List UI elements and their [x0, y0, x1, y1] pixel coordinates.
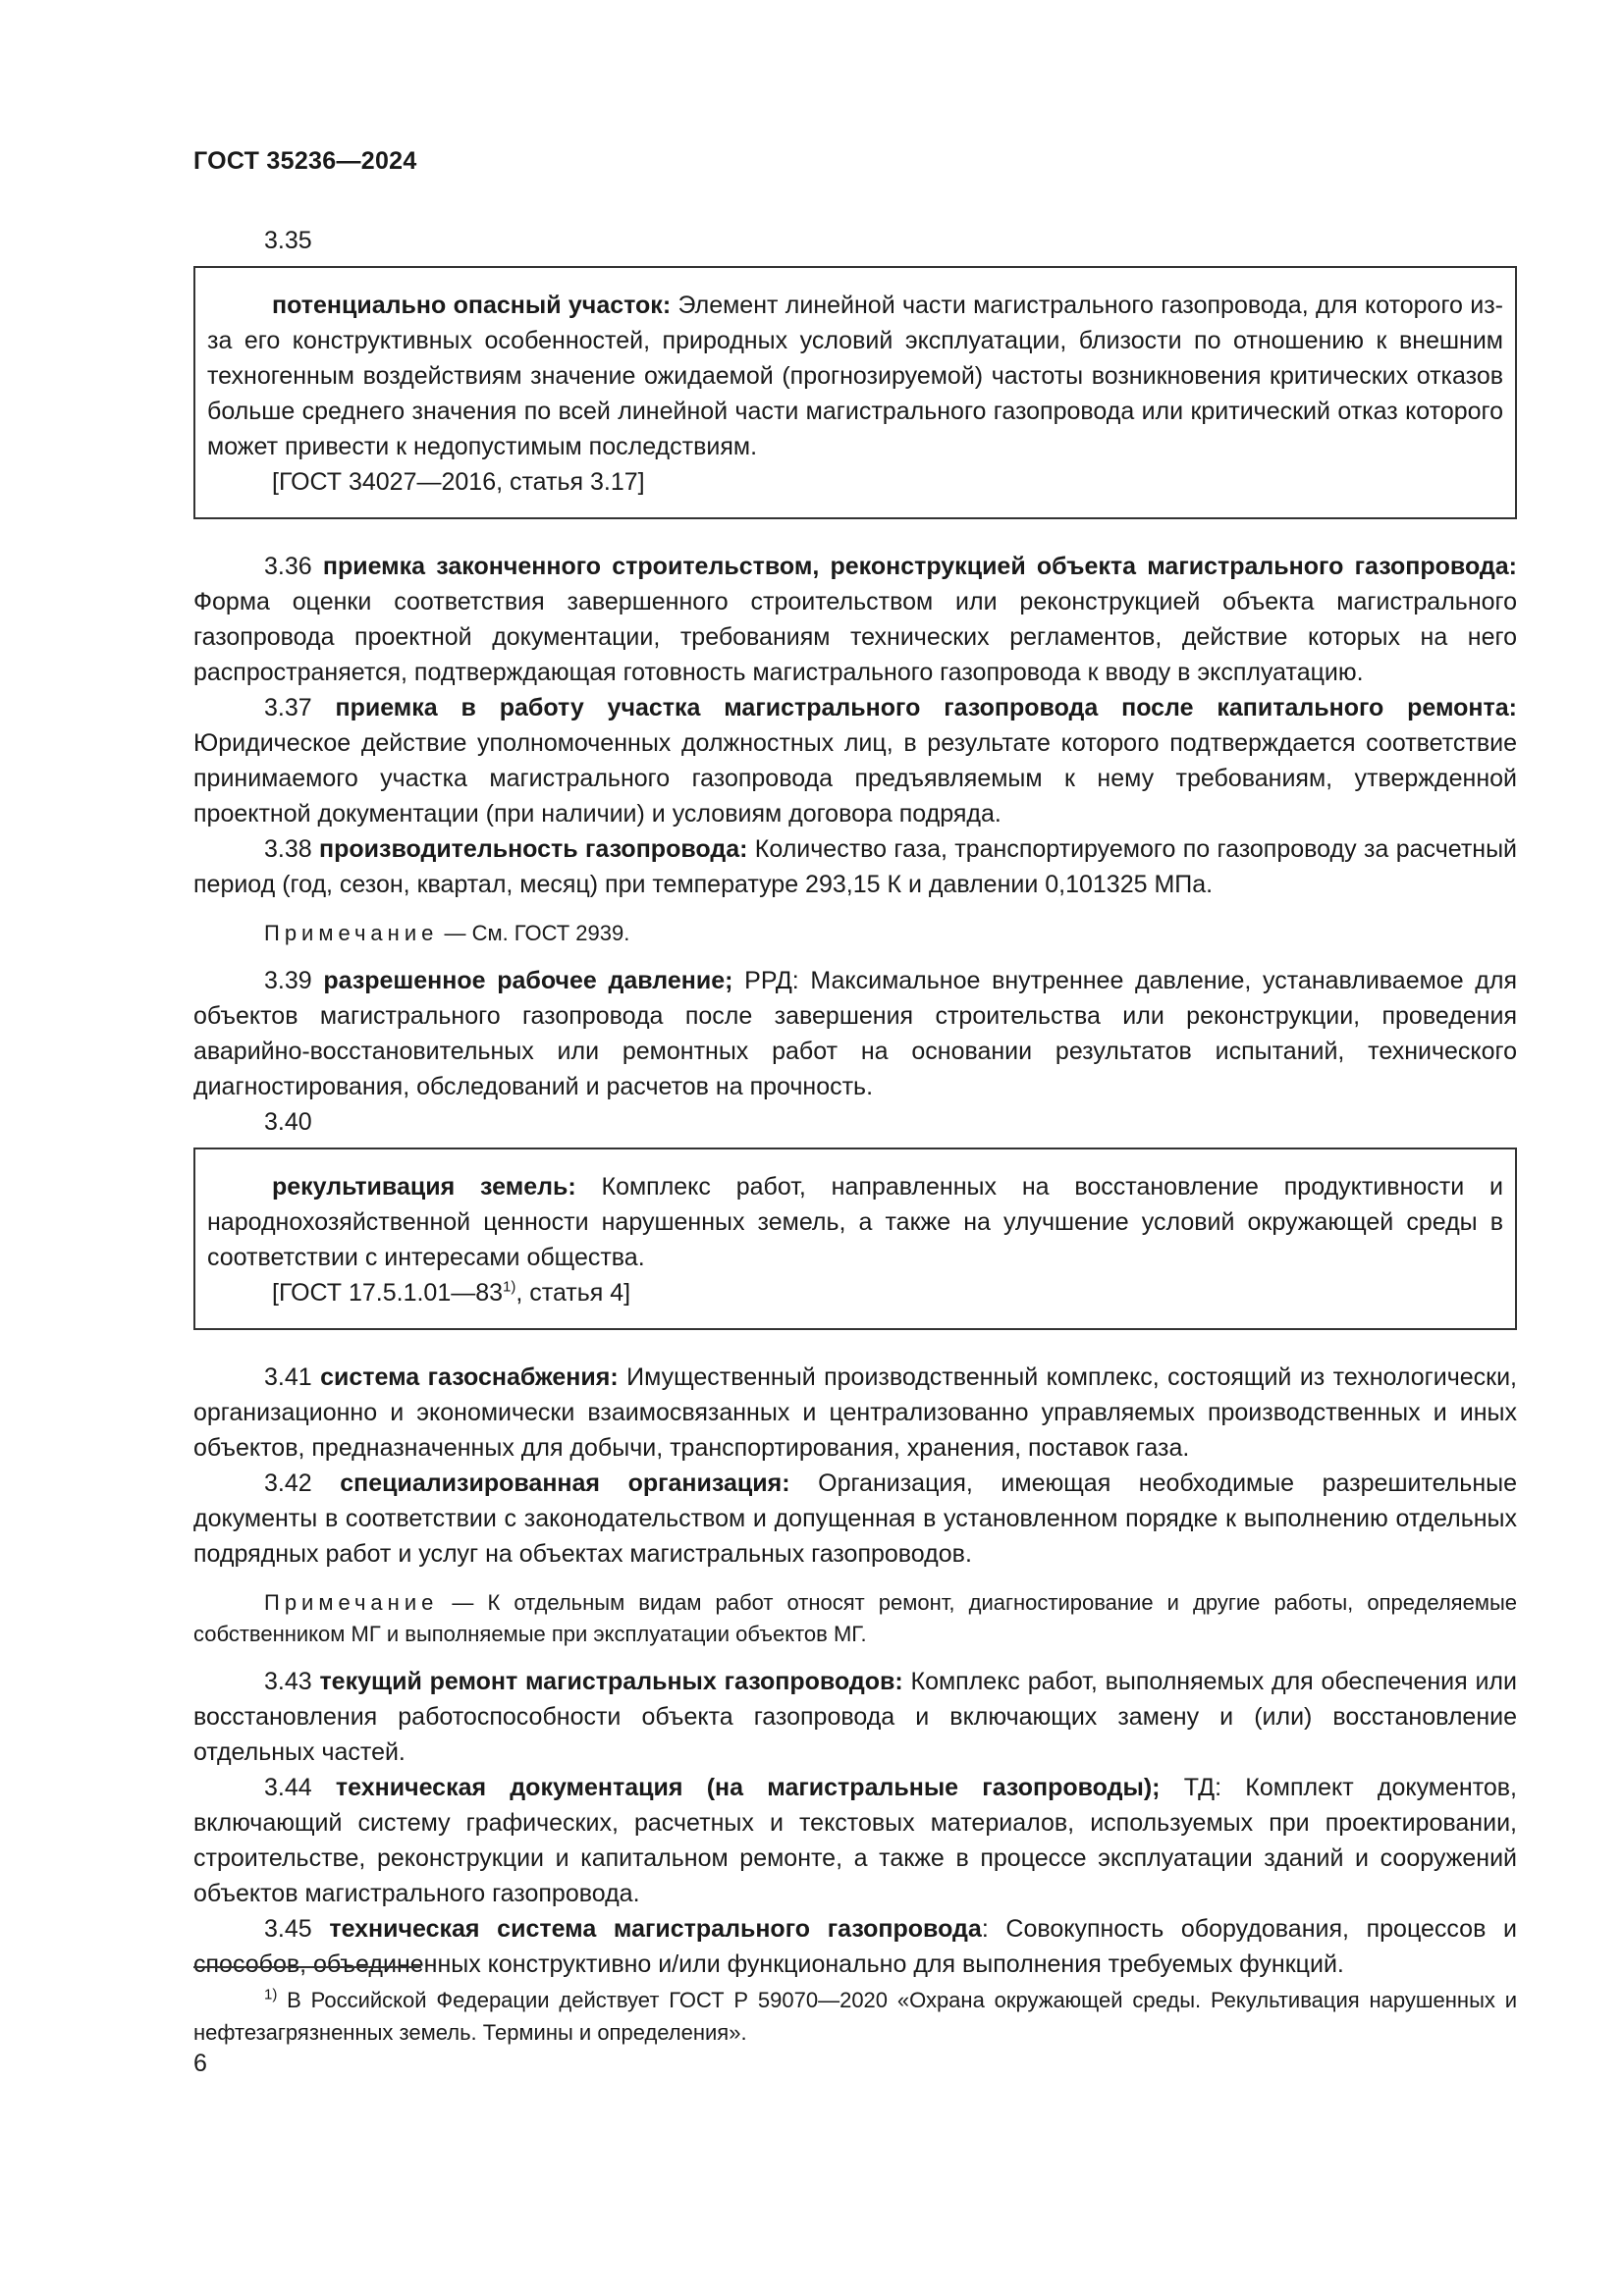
note — [193, 1587, 1517, 1650]
entry-number: 3.42 — [264, 1469, 341, 1497]
definition-text: Комплекс работ, направленных на восстановление продуктивности и народнохозяйственной ценности нарушенных земель, а также на улучшение условий окружающей среды в соответствии с интересами общества. — [207, 1173, 1503, 1271]
source-reference: [ГОСТ 17.5.1.01—83 — [272, 1279, 504, 1307]
term: специализированная организация: — [340, 1469, 790, 1497]
source-article: , статья 4] — [515, 1279, 631, 1307]
footnote-marker: 1) — [264, 1986, 278, 2003]
definition-3-40 — [207, 1169, 1503, 1275]
note — [193, 918, 1517, 949]
term: приемка в работу участка магистрального газопровода после капитального ремонта: — [335, 694, 1517, 721]
entry-number: 3.45 — [264, 1915, 330, 1943]
term: система газоснабжения: — [320, 1363, 619, 1391]
definition-3-36 — [193, 549, 1517, 690]
definition-text: Комплект документов, включающий систему графических, расчетных и текстовых материалов, используемых при проектировании, строительстве, реконструкции и капитальном ремонте, а также в процессе эксплуатации зданий и сооружений объектов магистрального газопровода. — [193, 1774, 1518, 1907]
definition-3-45 — [193, 1911, 1517, 1982]
term: приемка законченного строительством, реконструкцией объекта магистрального газопровода: — [322, 553, 1518, 580]
definition-3-41 — [193, 1360, 1517, 1466]
term: текущий ремонт магистральных газопроводов: — [319, 1668, 903, 1695]
footnote-text: В Российской Федерации действует ГОСТ Р 59070—2020 «Охрана окружающей среды. Рекультивация нарушенных и нефтезагрязненных земель. Термины и определения». — [193, 1988, 1517, 2045]
quoted-definition-box — [193, 266, 1517, 519]
definition-text: : Совокупность оборудования, процессов и способов, объединенных конструктивно и/или функционально для выполнения требуемых функций. — [193, 1915, 1517, 1978]
definition-3-38 — [193, 831, 1517, 902]
definition-text: Количество газа, транспортируемого по газопроводу за расчетный период (год, сезон, квартал, месяц) при температуре 293,15 К и давлении 0,101325 МПа. — [193, 835, 1518, 898]
footnote — [193, 1984, 1517, 2049]
definition-source — [207, 1275, 1503, 1310]
term: производительность газопровода: — [319, 835, 748, 863]
abbreviation: ТД: — [1160, 1774, 1222, 1801]
entry-number: 3.41 — [264, 1363, 321, 1391]
definition-text: Комплекс работ, выполняемых для обеспечения или восстановления работоспособности объекта газопровода и включающих замену и (или) восстановление отдельных частей. — [193, 1668, 1517, 1766]
definition-3-43 — [193, 1664, 1517, 1770]
entry-number: 3.35 — [264, 227, 312, 254]
note-label: Примечание — [264, 1590, 439, 1615]
definition-text: Элемент линейной части магистрального газопровода, для которого из-за его конструктивных особенностей, природных условий эксплуатации, близости по отношению к внешним техногенным воздействиям значение ожидаемой (прогнозируемой) частоты возникновения критических отказов больше среднего значения по всей линейной части магистрального газопровода или критический отказ которого может привести к недопустимым последствиям. — [207, 292, 1503, 460]
term: техническая система магистрального газопровода — [329, 1915, 982, 1943]
page-number: 6 — [193, 2050, 207, 2077]
definition-text: Имущественный производственный комплекс, состоящий из технологически, организационно и экономически взаимосвязанных и централизованно управляемых производственных и иных объектов, предназначенных для добычи, транспортирования, хранения, поставок газа. — [193, 1363, 1518, 1462]
definition-3-35 — [207, 288, 1503, 464]
definition-text: Форма оценки соответствия завершенного строительством или реконструкцией объекта магистрального газопровода проектной документации, требованиям технических регламентов, действие которых на него распространяется, подтверждающая готовность магистрального газопровода к вводу в эксплуатацию. — [193, 588, 1517, 686]
footnote-reference[interactable]: 1) — [503, 1278, 516, 1296]
page-header: ГОСТ 35236—2024 — [193, 147, 417, 175]
definition-text: Организация, имеющая необходимые разрешительные документы в соответствии с законодательством и допущенная в установленном порядке к выполнению отдельных подрядных работ и услуг на объектах магистральных газопроводов. — [193, 1469, 1518, 1568]
definition-text: Максимальное внутреннее давление, устанавливаемое для объектов магистрального газопровода после завершения строительства или реконструкции, проведения аварийно-восстановительных или ремонтных работ на основании результатов испытаний, технического диагностирования, обследований и расчетов на прочность. — [193, 967, 1518, 1100]
note-text: — См. ГОСТ 2939. — [438, 921, 630, 945]
term: техническая документация (на магистральные газопроводы); — [335, 1774, 1161, 1801]
entry-number: 3.38 — [264, 835, 320, 863]
quoted-definition-box — [193, 1148, 1517, 1330]
entry-number: 3.36 — [264, 553, 323, 580]
term: разрешенное рабочее давление; — [323, 967, 733, 994]
term: рекультивация земель: — [272, 1173, 576, 1201]
definition-3-37 — [193, 690, 1517, 831]
entry-number: 3.40 — [264, 1108, 312, 1136]
entry-number: 3.43 — [264, 1668, 320, 1695]
definition-3-39 — [193, 963, 1517, 1104]
note-label: Примечание — [264, 921, 439, 945]
definition-3-44 — [193, 1770, 1517, 1911]
entry-number: 3.37 — [264, 694, 336, 721]
document-body — [193, 223, 1517, 1982]
term: потенциально опасный участок: — [272, 292, 672, 319]
note-text: — К отдельным видам работ относят ремонт, диагностирование и другие работы, определяемые собственником МГ и выполняемые при эксплуатации объектов МГ. — [193, 1590, 1517, 1646]
abbreviation: РРД: — [732, 967, 799, 994]
definition-text: Юридическое действие уполномоченных должностных лиц, в результате которого подтверждается соответствие принимаемого участка магистрального газопровода предъявляемым к нему требованиям, утвержденной проектной документации (при наличии) и условиям договора подряда. — [193, 729, 1517, 828]
entry-number: 3.39 — [264, 967, 324, 994]
footnote-divider — [193, 1966, 421, 1968]
entry-number: 3.44 — [264, 1774, 336, 1801]
definition-source: [ГОСТ 34027—2016, статья 3.17] — [272, 468, 645, 496]
definition-3-42 — [193, 1466, 1517, 1572]
